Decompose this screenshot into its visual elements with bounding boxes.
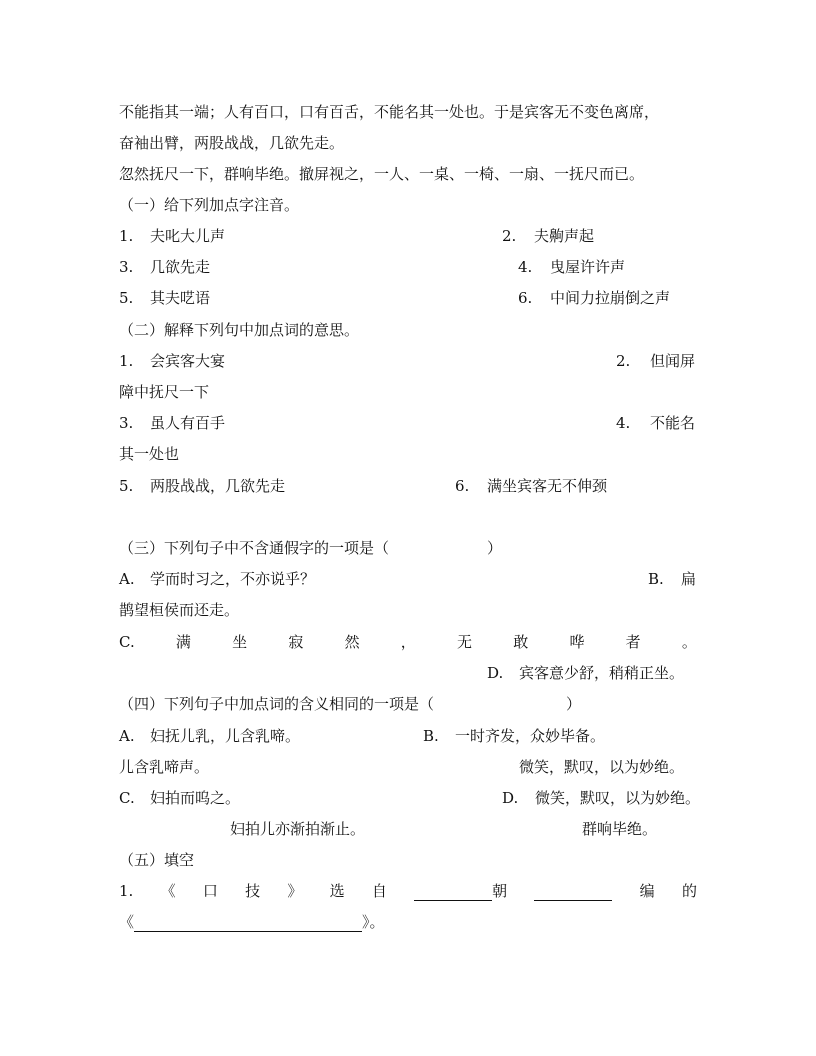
s2-item-5-num: 5. <box>119 477 134 495</box>
s3-option-c-char: 坐 <box>232 633 248 651</box>
s3-option-b-text: 扁 <box>681 570 697 588</box>
s1-item-3-num: 3. <box>119 258 134 276</box>
s2-item-2-cont: 障中抚尺一下 <box>119 383 210 401</box>
s2-item-6-num: 6. <box>455 477 470 495</box>
s5-q1-part: 口 <box>202 882 218 900</box>
book-title-blank[interactable] <box>134 917 362 932</box>
s2-item-4-num: 4. <box>616 414 631 432</box>
passage-line-3: 忽然抚尺一下，群响毕绝。撤屏视之，一人、一桌、一椅、一扇、一抚尺而已。 <box>119 165 645 183</box>
section2-heading: （二）解释下列句中加点词的意思。 <box>119 321 360 339</box>
section1-heading: （一）给下列加点字注音。 <box>119 196 300 214</box>
s3-option-d-letter: D. <box>487 664 504 682</box>
s5-question-1-line <box>119 881 697 901</box>
s1-item-1-num: 1. <box>119 227 134 245</box>
s2-item-3-num: 3. <box>119 414 134 432</box>
s1-item-5-num: 5. <box>119 289 134 307</box>
s3-option-d-text: 宾客意少舒，稍稍正坐。 <box>519 664 685 682</box>
s2-item-4-text: 不能名 <box>650 414 696 432</box>
s4-option-b-cont: 微笑，默叹，以为妙绝。 <box>519 758 685 776</box>
s2-item-4-cont: 其一处也 <box>119 445 180 463</box>
s1-item-1-text: 夫叱大儿声 <box>150 227 226 245</box>
s2-item-1-text: 会宾客大宴 <box>150 352 226 370</box>
s5-q1-book-line <box>119 912 385 932</box>
s3-option-c-char: 敢 <box>513 633 529 651</box>
s3-option-b-cont: 鹊望桓侯而还走。 <box>119 601 240 619</box>
section4-heading-close: ） <box>566 695 582 713</box>
s5-q1-part: 选 <box>329 882 345 900</box>
s4-option-b-letter: B. <box>423 727 439 745</box>
s3-option-c-letter: C. <box>119 633 135 651</box>
s5-q1-close-bracket: 》。 <box>362 913 385 931</box>
s1-item-6-num: 6. <box>518 289 533 307</box>
s5-q1-part: 编 <box>639 882 655 900</box>
s4-option-c-letter: C. <box>119 789 135 807</box>
s1-item-3-text: 几欲先走 <box>150 258 211 276</box>
dynasty-blank[interactable] <box>414 886 492 901</box>
editor-blank[interactable] <box>534 886 612 901</box>
s4-option-c-text: 妇拍而呜之。 <box>150 789 241 807</box>
s2-item-6-text: 满坐宾客无不伸颈 <box>487 477 608 495</box>
s5-q1-part: 《 <box>160 882 176 900</box>
s3-option-c-char: 哗 <box>569 633 585 651</box>
s3-option-c-char: 寂 <box>288 633 304 651</box>
section3-heading: （三）下列句子中不含通假字的一项是（ <box>119 539 390 557</box>
s1-item-5-text: 其夫呓语 <box>150 289 211 307</box>
s4-option-d-letter: D. <box>502 789 519 807</box>
s1-item-4-num: 4. <box>518 258 533 276</box>
s2-item-3-text: 虽人有百手 <box>150 414 226 432</box>
s5-q1-part: 》 <box>287 882 303 900</box>
s5-q1-part: 朝 <box>492 882 508 900</box>
s1-item-6-text: 中间力拉崩倒之声 <box>550 289 671 307</box>
passage-line-1: 不能指其一端；人有百口，口有百舌，不能名其一处也。于是宾客无不变色离席， <box>119 103 660 121</box>
section3-heading-close: ） <box>487 539 503 557</box>
s4-option-d-cont: 群响毕绝。 <box>582 820 658 838</box>
s5-q1-part: 自 <box>371 882 387 900</box>
s2-item-1-num: 1. <box>119 352 134 370</box>
s2-item-2-text: 但闻屏 <box>650 352 696 370</box>
s3-option-c-char: ， <box>400 633 416 651</box>
s2-item-2-num: 2. <box>616 352 631 370</box>
s3-option-c-char: 满 <box>175 633 191 651</box>
s5-q1-num: 1. <box>119 882 134 900</box>
s4-option-a-letter: A. <box>119 727 135 745</box>
section4-heading: （四）下列句子中加点词的含义相同的一项是（ <box>119 695 435 713</box>
s3-option-c-char: 无 <box>457 633 473 651</box>
s3-option-b-letter: B. <box>648 570 664 588</box>
passage-line-2: 奋袖出臂，两股战战，几欲先走。 <box>119 134 345 152</box>
section5-heading: （五）填空 <box>119 851 195 869</box>
s3-option-c-line <box>119 632 697 652</box>
s4-option-a-cont: 儿含乳啼声。 <box>119 758 210 776</box>
s1-item-2-text: 夫齁声起 <box>534 227 595 245</box>
s4-option-b-text: 一时齐发，众妙毕备。 <box>455 727 606 745</box>
s3-option-c-char: 者 <box>625 633 641 651</box>
s4-option-d-text: 微笑，默叹，以为妙绝。 <box>535 789 701 807</box>
s4-option-a-text: 妇抚儿乳，儿含乳啼。 <box>150 727 301 745</box>
s4-option-c-cont: 妇拍儿亦渐拍渐止。 <box>230 820 366 838</box>
s3-option-c-char: 然 <box>344 633 360 651</box>
s1-item-2-num: 2. <box>502 227 517 245</box>
s3-option-a-text: 学而时习之，不亦说乎？ <box>150 570 316 588</box>
s5-q1-part: 的 <box>681 882 697 900</box>
s5-q1-part: 技 <box>245 882 261 900</box>
s5-q1-open-bracket: 《 <box>119 913 135 931</box>
s3-option-a-letter: A. <box>119 570 135 588</box>
s3-option-c-char: 。 <box>681 633 697 651</box>
s1-item-4-text: 曳屋许许声 <box>550 258 626 276</box>
s2-item-5-text: 两股战战，几欲先走 <box>150 477 286 495</box>
